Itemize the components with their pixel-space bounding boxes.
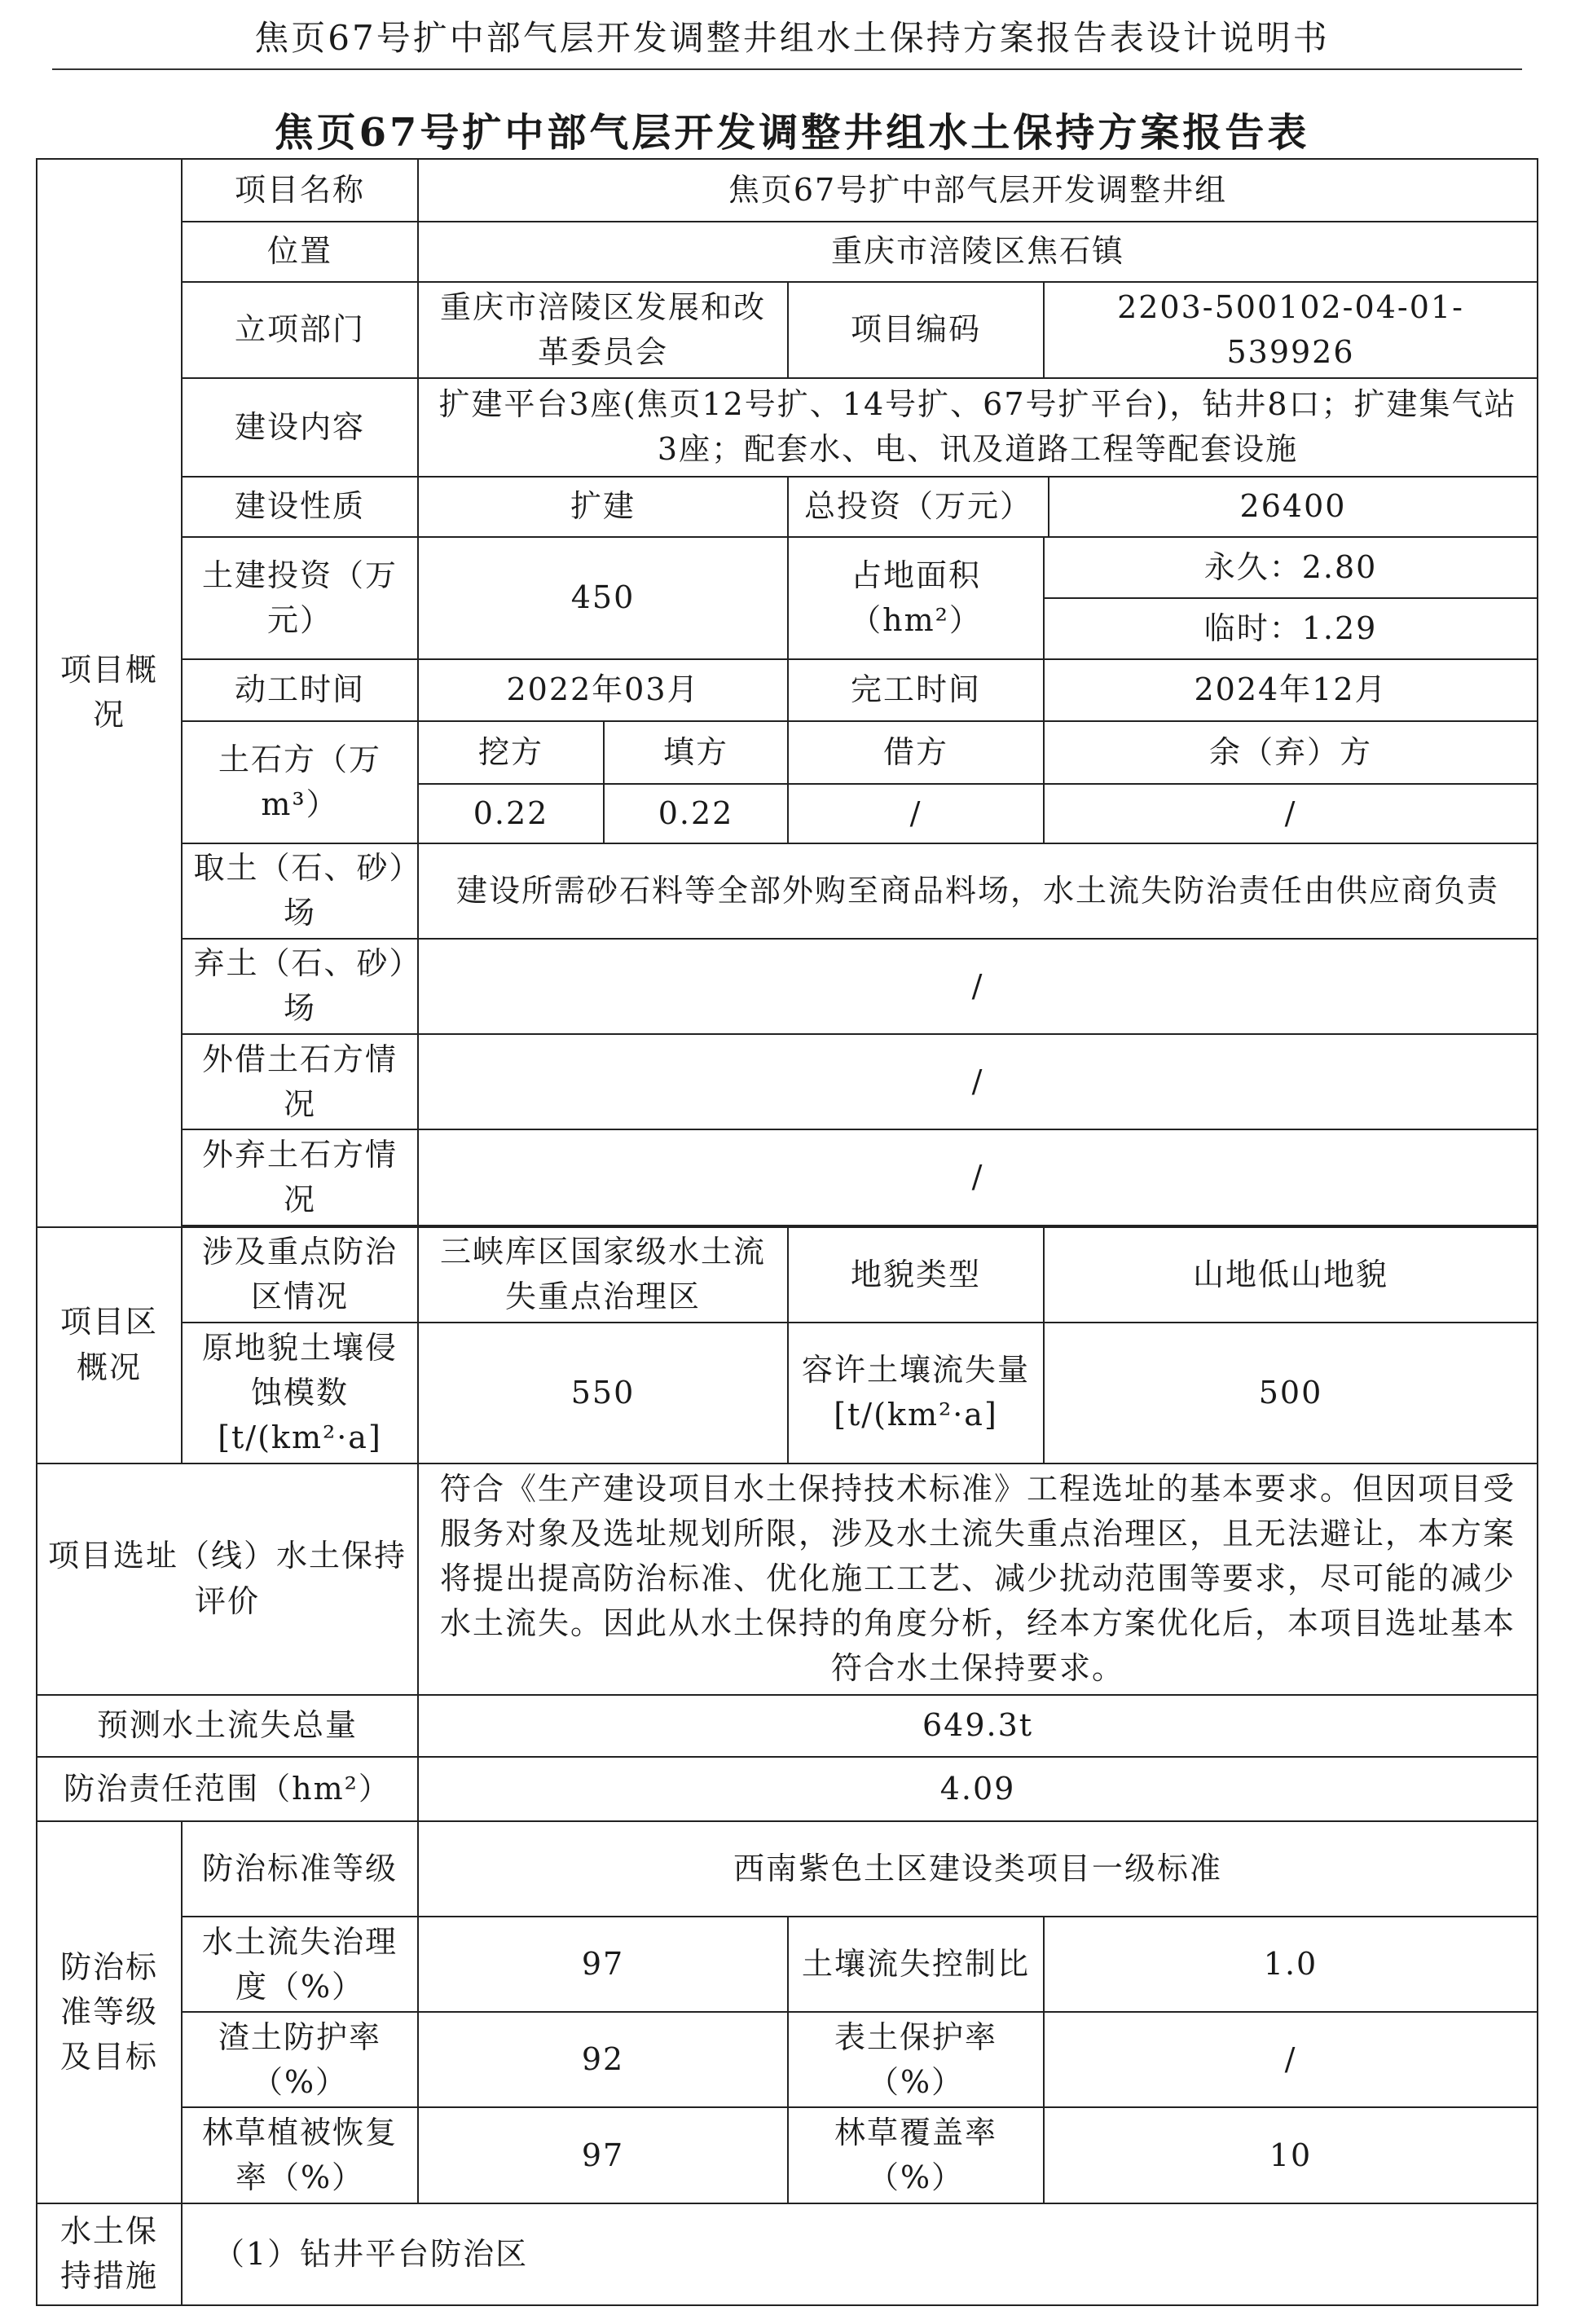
external-spoil-label: 外弃土石方情况 [182, 1129, 418, 1225]
row-borrow-site [37, 843, 1538, 939]
row-time [37, 659, 1538, 722]
landform-label: 地貌类型 [788, 1227, 1044, 1323]
content-label: 建设内容 [182, 378, 418, 477]
permanent-area-value: 永久：2.80 [1044, 537, 1538, 598]
nature-value: 扩建 [418, 477, 788, 538]
external-spoil-value: / [418, 1129, 1538, 1225]
row-responsibility-scope [37, 1757, 1538, 1821]
project-name-label: 项目名称 [182, 159, 418, 222]
start-time-label: 动工时间 [182, 659, 418, 722]
header-rule [52, 68, 1522, 70]
location-label: 位置 [182, 222, 418, 283]
civil-investment-label: 土建投资（万元） [182, 537, 418, 658]
row-content [37, 378, 1538, 477]
end-time-label: 完工时间 [788, 659, 1044, 722]
responsibility-scope-label: 防治责任范围（hm²） [37, 1757, 418, 1821]
allowable-loss-label: 容许土壤流失量[t/(km²·a] [788, 1323, 1044, 1464]
temporary-area-value: 临时：1.29 [1044, 598, 1538, 659]
site-evaluation-text: 符合《生产建设项目水土保持技术标准》工程选址的基本要求。但因项目受服务对象及选址规划所限，涉及水土流失重点治理区，且无法避让，本方案将提出提高防治标准、优化施工工艺、减少扰动范围等要求，尽可能的减少水土流失。因此从水土保持的角度分析，经本方案优化后，本项目选址基本符合水土保持要求。 [418, 1464, 1538, 1695]
nature-label: 建设性质 [182, 477, 418, 538]
cut-label: 挖方 [418, 721, 604, 784]
project-name-value: 焦页67号扩中部气层开发调整井组 [418, 159, 1538, 222]
section-area-overview: 项目区概况 [37, 1227, 182, 1464]
topsoil-protection-value: / [1044, 2012, 1538, 2107]
section-measures: 水土保持措施 [37, 2203, 182, 2305]
row-erosion [37, 1323, 1538, 1464]
row-external-spoil [37, 1129, 1538, 1225]
row-spoil-site [37, 939, 1538, 1034]
row-project-name [37, 159, 1538, 222]
standard-grade-label: 防治标准等级 [182, 1821, 418, 1917]
content-value: 扩建平台3座(焦页12号扩、14号扩、67号扩平台)，钻井8口；扩建集气站3座；配套水、电、讯及道路工程等配套设施 [418, 378, 1538, 477]
running-header: 焦页67号扩中部气层开发调整井组水土保持方案报告表设计说明书 [254, 18, 1330, 58]
project-code-label: 项目编码 [788, 282, 1044, 377]
land-area-label: 占地面积（hm²） [788, 537, 1044, 658]
control-degree-label: 水土流失治理度（%） [182, 1917, 418, 2012]
spoil-value: / [1044, 784, 1538, 843]
key-zone-label: 涉及重点防治区情况 [182, 1227, 418, 1323]
external-borrow-label: 外借土石方情况 [182, 1034, 418, 1129]
start-time-value: 2022年03月 [418, 659, 788, 722]
spoil-site-label: 弃土（石、砂）场 [182, 939, 418, 1034]
row-dept [37, 282, 1538, 377]
slag-protection-value: 92 [418, 2012, 788, 2107]
slag-protection-label: 渣土防护率（%） [182, 2012, 418, 2107]
vegetation-restore-value: 97 [418, 2107, 788, 2203]
borrow-site-value: 建设所需砂石料等全部外购至商品料场，水土流失防治责任由供应商负责 [418, 843, 1538, 939]
external-borrow-value: / [418, 1034, 1538, 1129]
civil-investment-value: 450 [418, 537, 788, 658]
total-investment-label: 总投资（万元） [788, 477, 1049, 538]
earthwork-label: 土石方（万m³） [182, 721, 418, 843]
spoil-site-value: / [418, 939, 1538, 1034]
borrow-label: 借方 [788, 721, 1044, 784]
row-site-evaluation [37, 1464, 1538, 1695]
project-code-value: 2203-500102-04-01-539926 [1044, 282, 1538, 377]
erosion-modulus-value: 550 [418, 1323, 788, 1464]
row-slag-protection [37, 2012, 1538, 2107]
total-investment-value: 26400 [1049, 477, 1538, 538]
row-control-degree [37, 1917, 1538, 2012]
vegetation-cover-value: 10 [1044, 2107, 1538, 2203]
row-nature [37, 477, 1538, 538]
borrow-value: / [788, 784, 1044, 843]
topsoil-protection-label: 表土保护率（%） [788, 2012, 1044, 2107]
dept-label: 立项部门 [182, 282, 418, 377]
allowable-loss-value: 500 [1044, 1323, 1538, 1464]
spoil-label: 余（弃）方 [1044, 721, 1538, 784]
responsibility-scope-value: 4.09 [418, 1757, 1538, 1821]
vegetation-restore-label: 林草植被恢复率（%） [182, 2107, 418, 2203]
row-predicted-loss [37, 1695, 1538, 1758]
borrow-site-label: 取土（石、砂）场 [182, 843, 418, 939]
row-vegetation [37, 2107, 1538, 2203]
row-external-borrow [37, 1034, 1538, 1129]
dept-value: 重庆市涪陵区发展和改革委员会 [418, 282, 788, 377]
loss-control-ratio-label: 土壤流失控制比 [788, 1917, 1044, 2012]
end-time-value: 2024年12月 [1044, 659, 1538, 722]
section-standards: 防治标准等级及目标 [37, 1821, 182, 2203]
location-value: 重庆市涪陵区焦石镇 [418, 222, 1538, 283]
section-project-overview: 项目概况 [37, 159, 182, 1227]
report-table [36, 158, 1538, 2306]
measures-text: （1）钻井平台防治区 [182, 2203, 1538, 2305]
fill-value: 0.22 [604, 784, 788, 843]
predicted-loss-label: 预测水土流失总量 [37, 1695, 418, 1758]
row-key-zone [37, 1227, 1538, 1323]
loss-control-ratio-value: 1.0 [1044, 1917, 1538, 2012]
site-evaluation-label: 项目选址（线）水土保持评价 [37, 1464, 418, 1695]
row-measures [37, 2203, 1538, 2305]
landform-value: 山地低山地貌 [1044, 1227, 1538, 1323]
cut-value: 0.22 [418, 784, 604, 843]
row-standard-grade [37, 1821, 1538, 1917]
erosion-modulus-label: 原地貌土壤侵蚀模数[t/(km²·a] [182, 1323, 418, 1464]
control-degree-value: 97 [418, 1917, 788, 2012]
row-earthwork-head [37, 721, 1538, 784]
vegetation-cover-label: 林草覆盖率（%） [788, 2107, 1044, 2203]
predicted-loss-value: 649.3t [418, 1695, 1538, 1758]
standard-grade-value: 西南紫色土区建设类项目一级标准 [418, 1821, 1538, 1917]
fill-label: 填方 [604, 721, 788, 784]
key-zone-value: 三峡库区国家级水土流失重点治理区 [418, 1227, 788, 1323]
row-civil-1 [37, 537, 1538, 598]
row-location [37, 222, 1538, 283]
document-title: 焦页67号扩中部气层开发调整井组水土保持方案报告表 [274, 110, 1310, 156]
